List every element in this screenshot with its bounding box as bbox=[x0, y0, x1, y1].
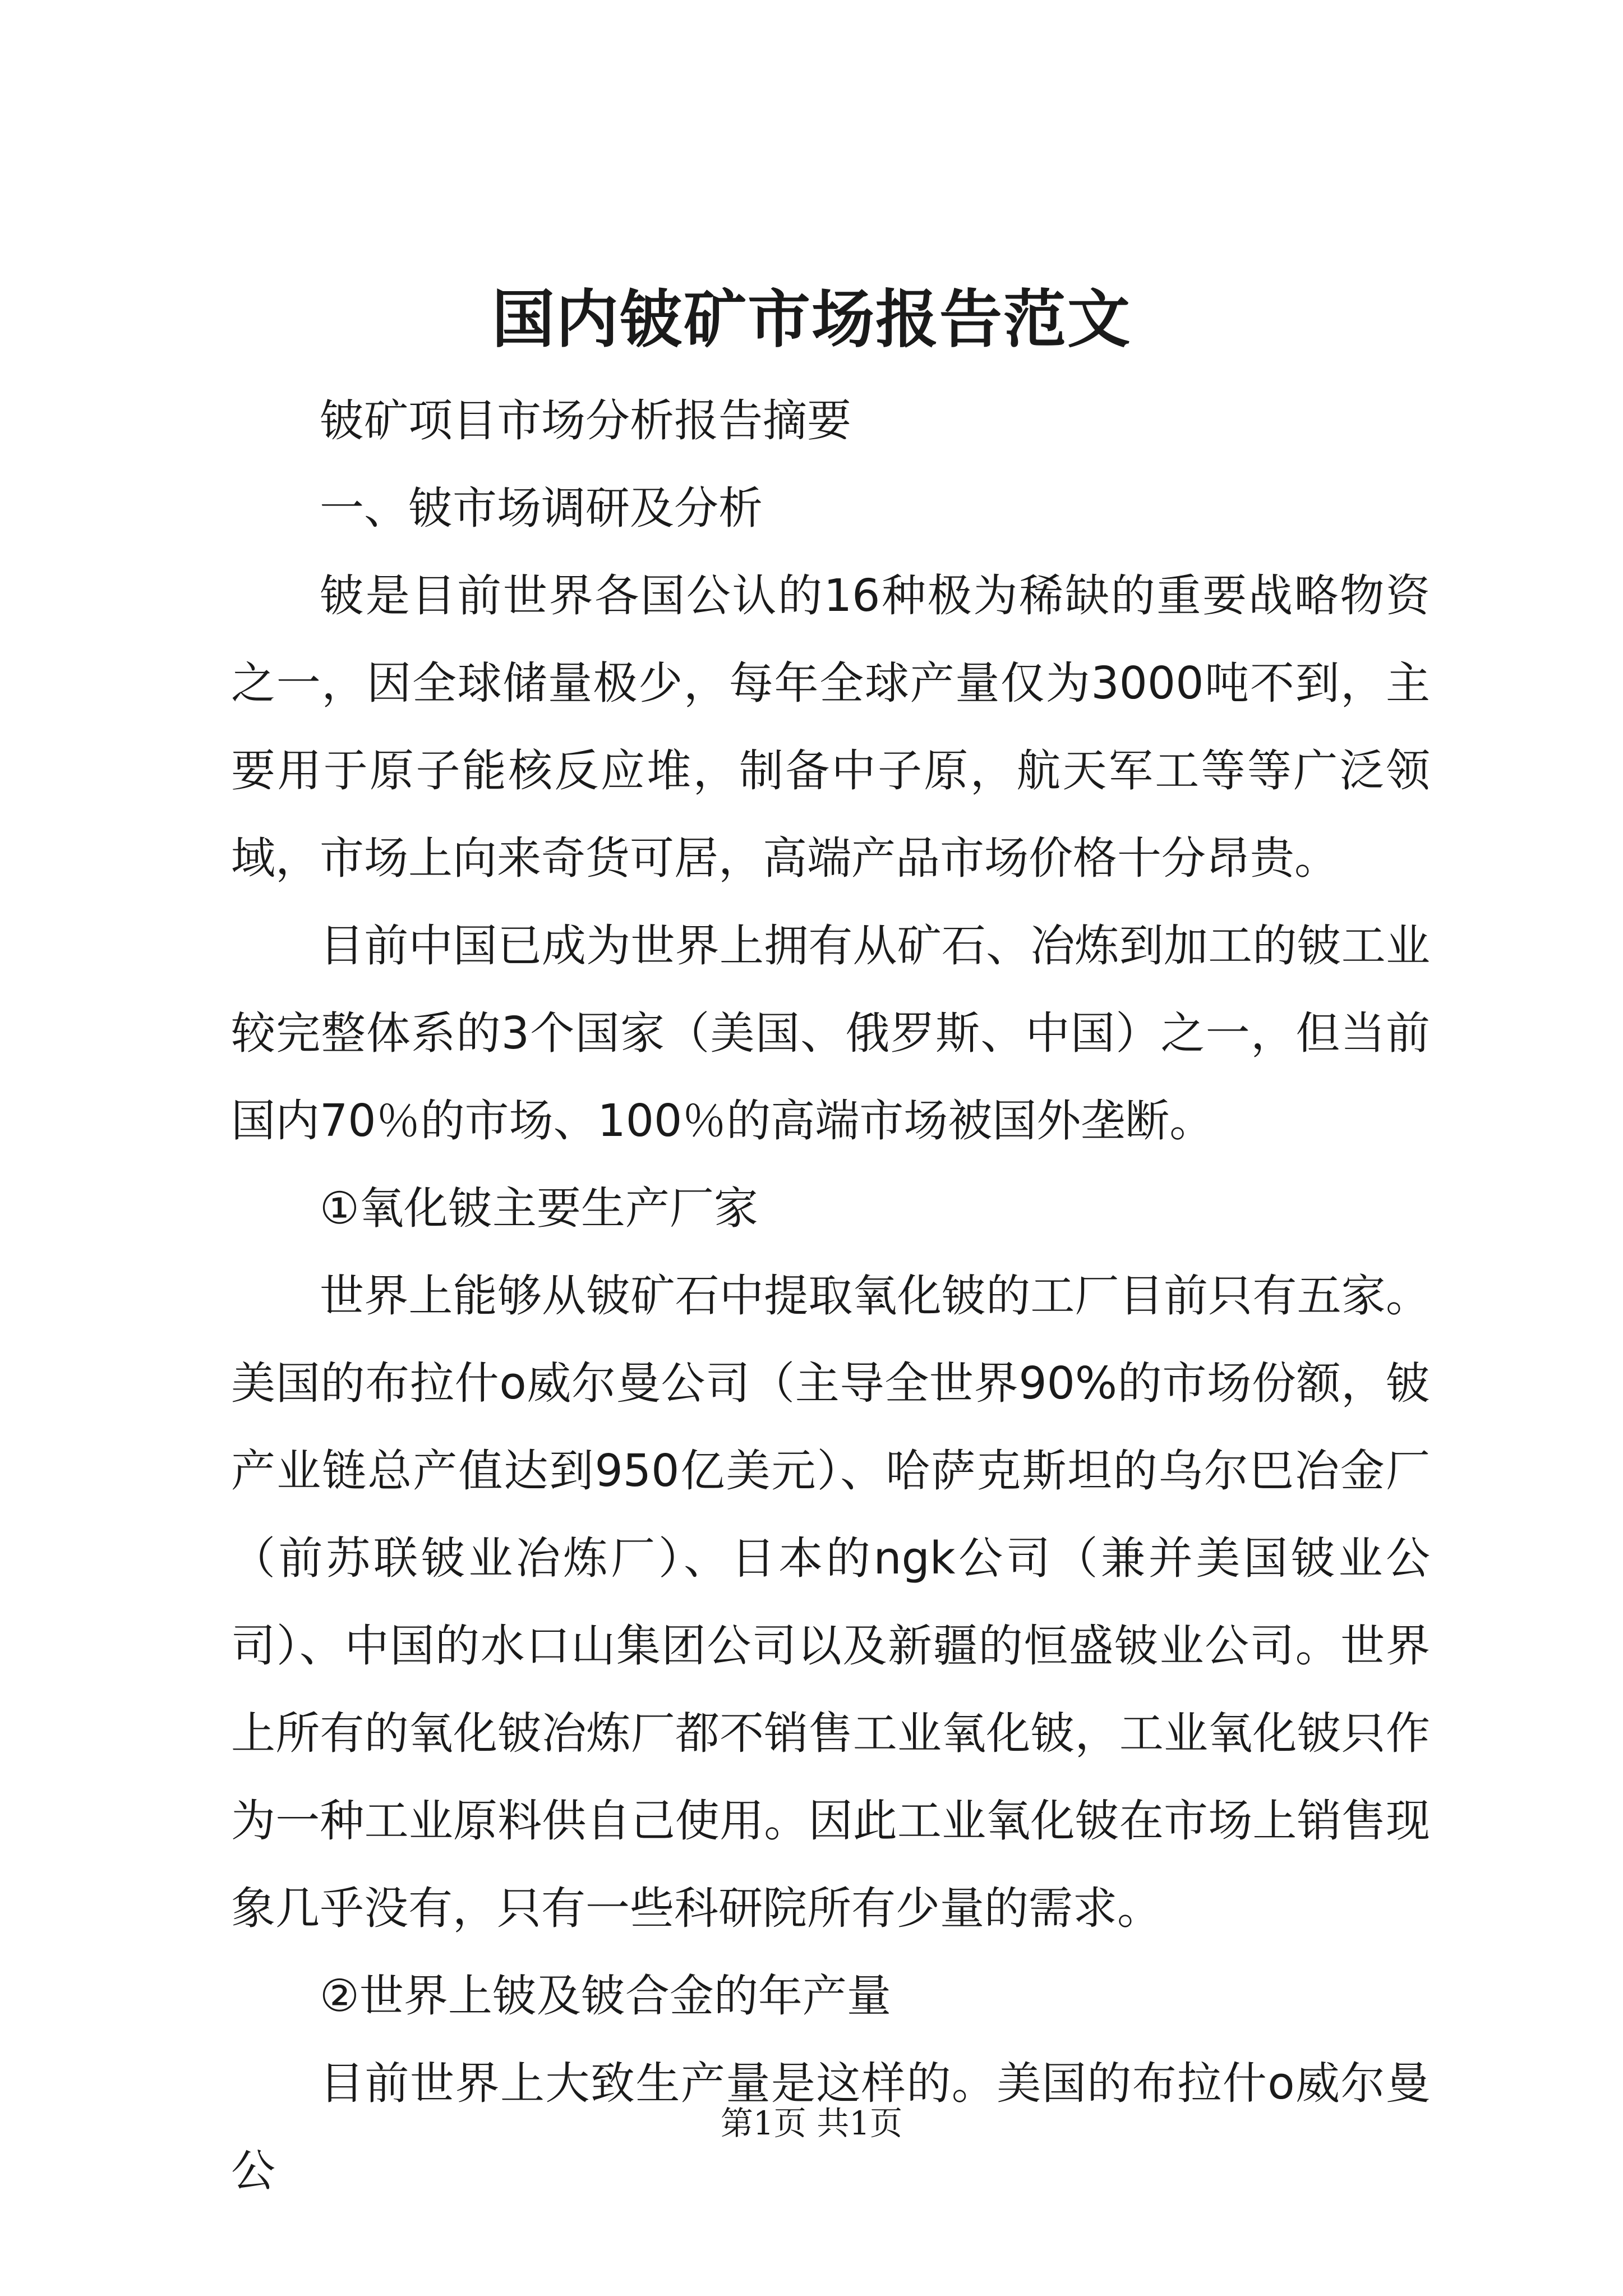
paragraph-subheading: ②世界上铍及铍合金的年产量 bbox=[320, 1970, 891, 2022]
document-body bbox=[231, 377, 1430, 2215]
paragraph-summary-heading: 铍矿项目市场分析报告摘要 bbox=[320, 395, 851, 447]
paragraph-section-heading: 一、铍市场调研及分析 bbox=[320, 482, 763, 534]
paragraph-subheading: ①氧化铍主要生产厂家 bbox=[320, 1182, 758, 1234]
paragraph-body: 世界上能够从铍矿石中提取氧化铍的工厂目前只有五家。美国的布拉什o威尔曼公司（主导全世界90%的市场份额，铍产业链总产值达到950亿美元）、哈萨克斯坦的乌尔巴冶金厂（前苏联铍业冶炼厂）、日本的ngk公司（兼并美国铍业公司）、中国的水口山集团公司以及新疆的恒盛铍业公司。世界上所有的氧化铍冶炼厂都不销售工业氧化铍，工业氧化铍只作为一种工业原料供自己使用。因此工业氧化铍在市场上销售现象几乎没有，只有一些科研院所有少量的需求。 bbox=[231, 1270, 1430, 1934]
page-footer: 第1页 共1页 bbox=[720, 2104, 903, 2142]
paragraph-body: 目前世界上大致生产量是这样的。美国的布拉什o威尔曼公 bbox=[231, 2058, 1430, 2197]
document-title: 国内铍矿市场报告范文 bbox=[492, 283, 1131, 356]
paragraph-body: 铍是目前世界各国公认的16种极为稀缺的重要战略物资之一，因全球储量极少，每年全球产量仅为3000吨不到，主要用于原子能核反应堆，制备中子原，航天军工等等广泛领域，市场上向来奇货可居，高端产品市场价格十分昂贵。 bbox=[231, 570, 1430, 884]
paragraph-body: 目前中国已成为世界上拥有从矿石、冶炼到加工的铍工业较完整体系的3个国家（美国、俄罗斯、中国）之一，但当前国内70％的市场、100％的高端市场被国外垄断。 bbox=[231, 920, 1430, 1147]
